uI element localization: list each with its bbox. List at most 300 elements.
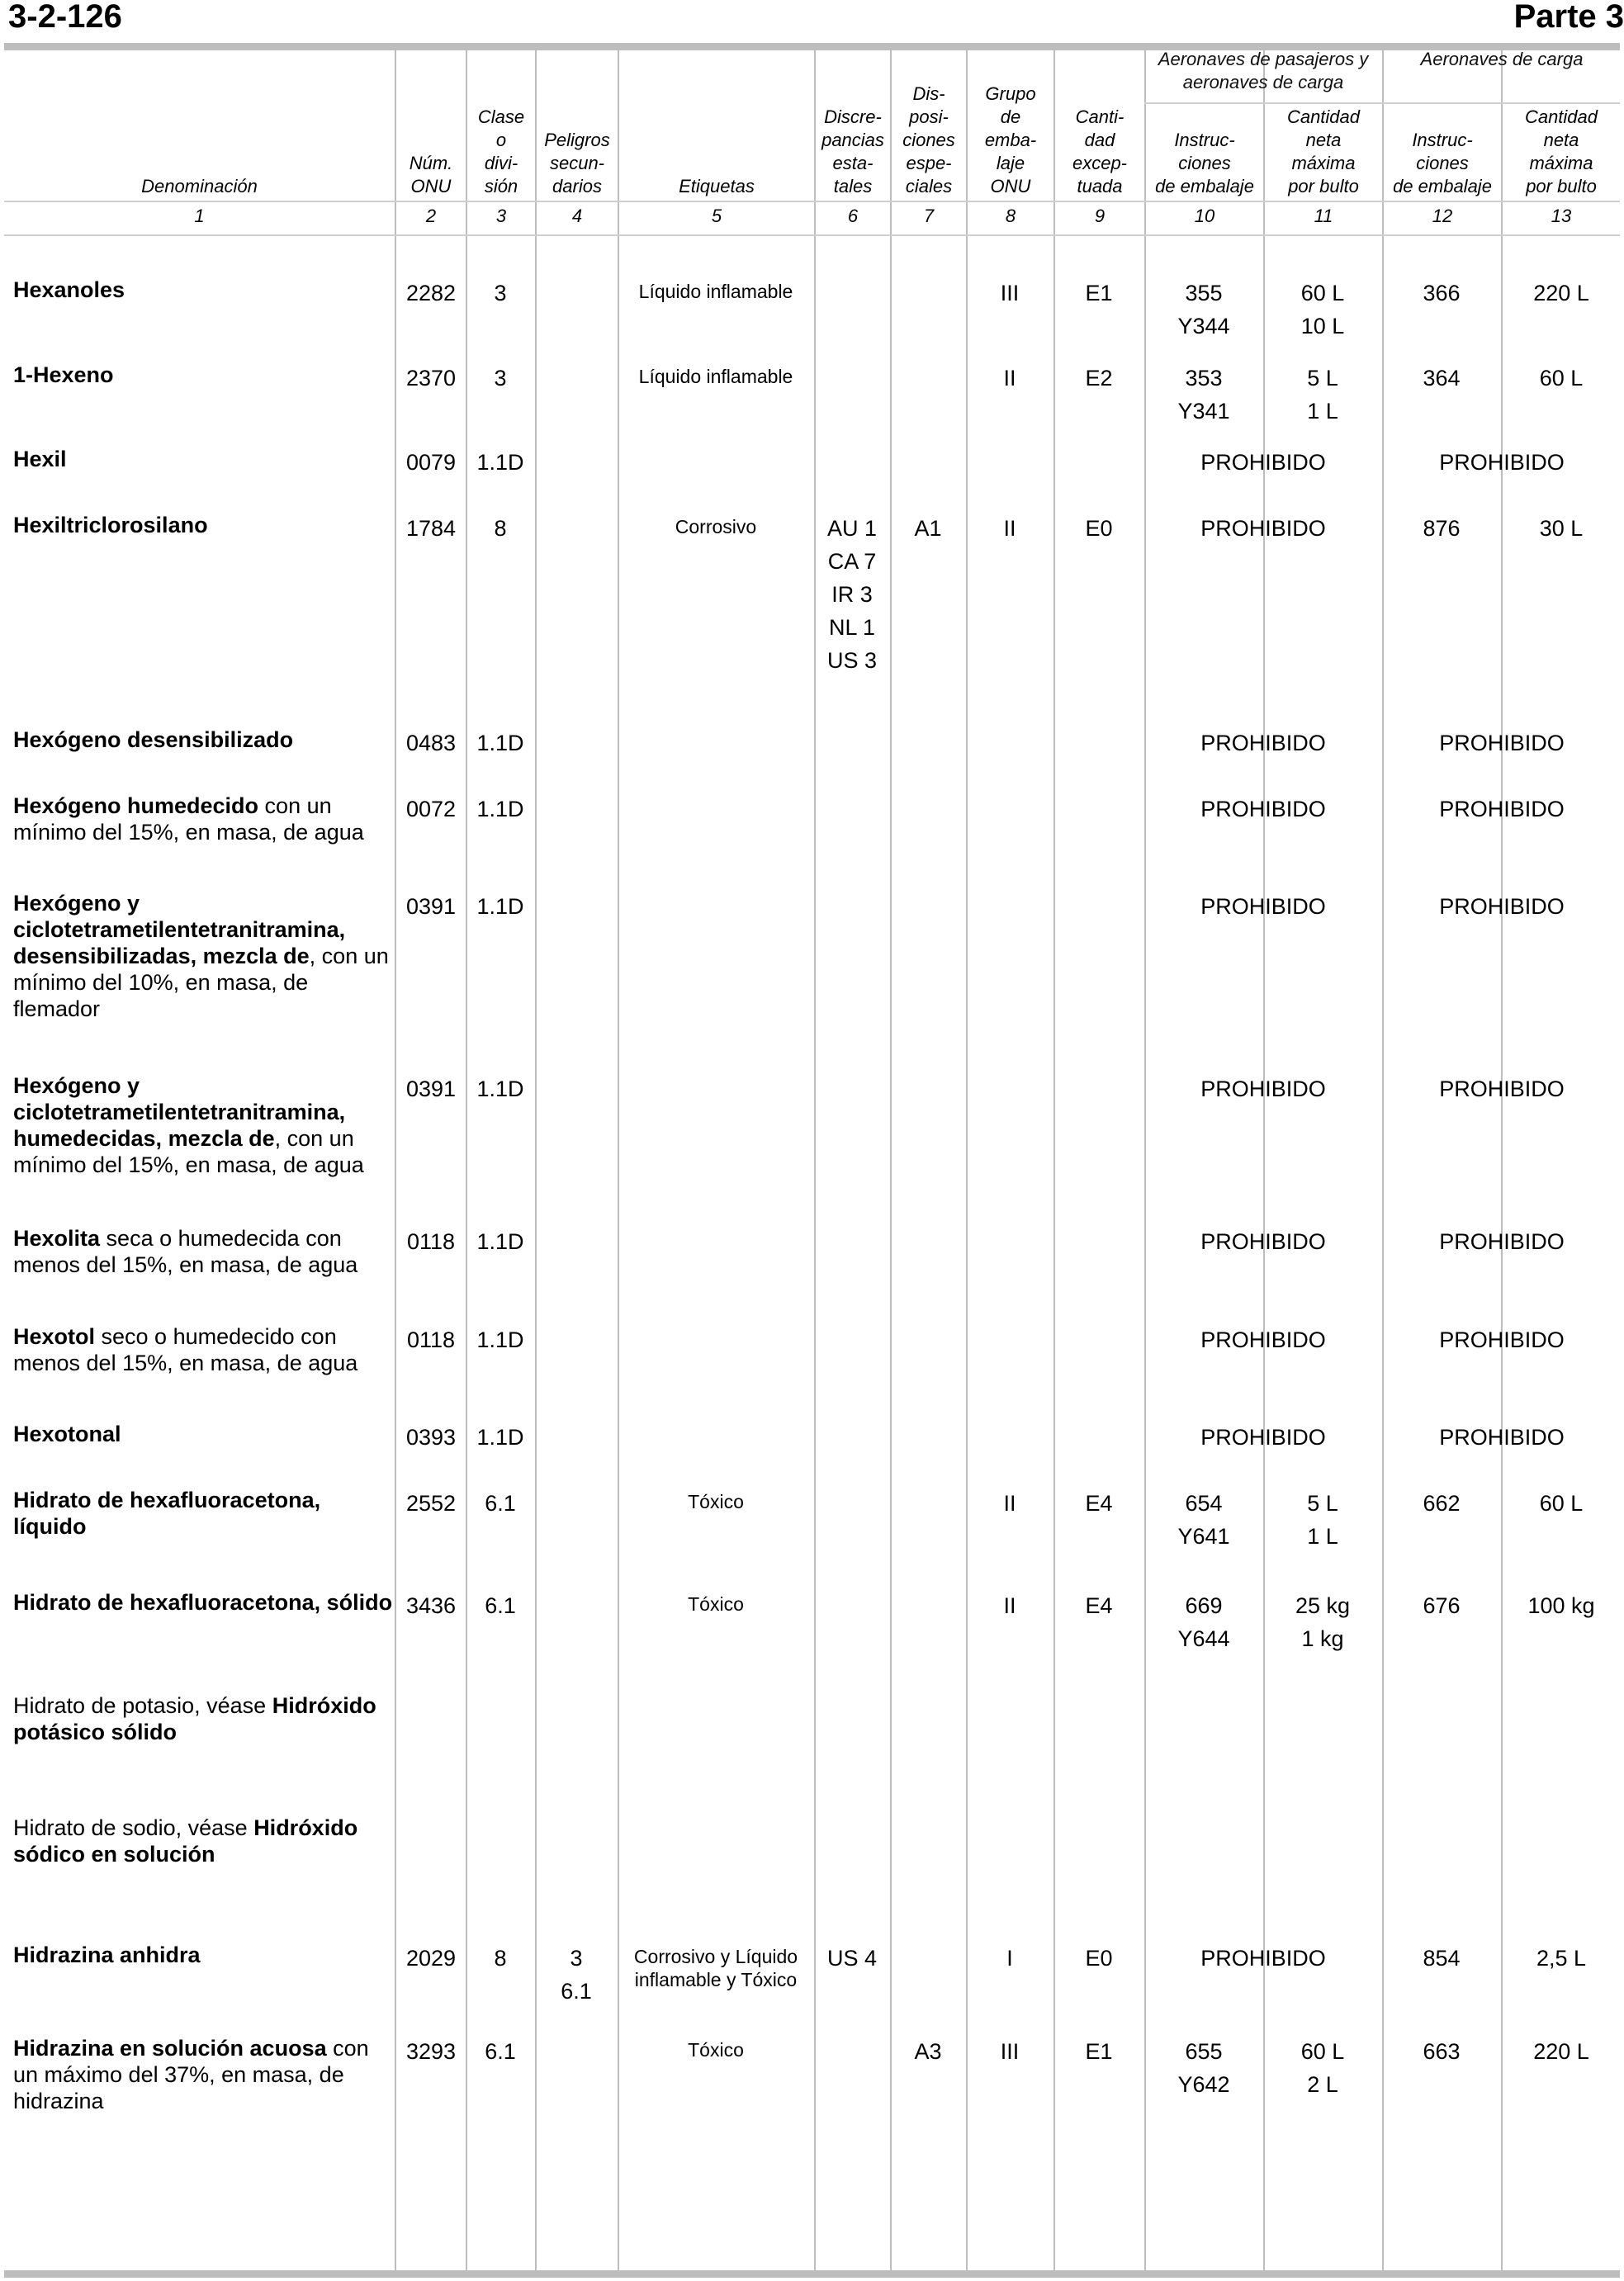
passenger-max-quantity: [1265, 362, 1380, 428]
cargo-max-quantity: [1503, 1942, 1620, 1975]
un-number: [398, 277, 464, 310]
un-number-line: 2029: [405, 1946, 457, 1971]
un-number-line: 0072: [405, 797, 457, 821]
column-number: 2: [425, 206, 437, 226]
substance-name: [13, 1421, 393, 1447]
passenger-forbidden: [1146, 1421, 1380, 1454]
hazard-class-line: 1.1D: [476, 1425, 524, 1450]
cargo-max-quantity-line: 60 L: [1539, 1491, 1584, 1516]
hazard-label: [619, 1945, 812, 1991]
substance-name: [13, 1225, 393, 1278]
cargo-forbidden: [1384, 1225, 1620, 1258]
column-header-line: ciones: [902, 130, 955, 150]
un-number-line: 0483: [405, 731, 457, 755]
cargo-max-quantity: [1503, 1589, 1620, 1622]
passenger-forbidden: [1146, 446, 1380, 479]
passenger-packing-instruction-line: 353: [1185, 366, 1223, 390]
un-number: [398, 446, 464, 479]
packing-group: [968, 362, 1052, 395]
passenger-packing-instruction-line: 355: [1185, 281, 1223, 305]
un-number-line: 3293: [405, 2039, 457, 2064]
substance-name: [13, 362, 393, 388]
cargo-max-quantity-line: 2,5 L: [1536, 1946, 1587, 1971]
name-bold: Hexógeno y ciclotetrametilentetranitramina, desensibilizadas, mezcla de: [13, 891, 346, 968]
column-header-line: ONU: [410, 176, 452, 196]
column-header-line: Grupo: [985, 83, 1036, 104]
column-header-line: ciones: [1178, 153, 1231, 173]
column-header-line: ciales: [905, 176, 953, 196]
substance-name: [13, 1323, 393, 1376]
un-number: [398, 1421, 464, 1454]
hazard-class: [467, 1421, 533, 1454]
cargo-max-quantity: [1503, 1487, 1620, 1520]
un-number-line: 0118: [406, 1327, 456, 1352]
packing-group: [968, 1487, 1052, 1520]
column-divider: [395, 45, 396, 2274]
passenger-max-quantity-line: 60 L: [1300, 281, 1345, 305]
name-bold: Hexolita: [13, 1226, 101, 1251]
excepted-quantity-line: E0: [1085, 1946, 1113, 1971]
column-header-line: neta: [1543, 130, 1579, 150]
column-header-line: laje: [996, 153, 1025, 173]
name-plain: , con un mínimo del 15%, en masa, de agua: [13, 1126, 364, 1177]
excepted-quantity: [1055, 1942, 1143, 1975]
passenger-packing-instruction-line: Y344: [1177, 314, 1230, 338]
column-header-line: esta-: [832, 153, 874, 173]
un-number-line: 0391: [405, 894, 457, 919]
name-plain: , con un mínimo del 10%, en masa, de flemador: [13, 944, 389, 1021]
passenger-forbidden-line: PROHIBIDO: [1200, 516, 1326, 541]
hazard-label: [619, 365, 812, 388]
column-header: [816, 106, 890, 198]
special-provision: [892, 2035, 964, 2068]
column-header-line: Discre-: [824, 106, 882, 127]
passenger-packing-instruction: [1146, 277, 1262, 343]
passenger-packing-instruction: [1146, 2035, 1262, 2101]
name-plain: Hidrato de sodio, véase: [13, 1815, 254, 1840]
column-header-line: posi-: [909, 106, 949, 127]
cargo-forbidden: [1384, 446, 1620, 479]
hazard-class-line: 6.1: [485, 1491, 516, 1516]
hazard-class-line: 1.1D: [476, 1077, 524, 1101]
cargo-packing-instruction-line: 366: [1423, 281, 1461, 305]
name-plain: seco o humedecido con menos del 15%, en masa, de agua: [13, 1324, 358, 1375]
cargo-forbidden: [1384, 726, 1620, 760]
cargo-packing-instruction: [1384, 277, 1499, 310]
column-number: 7: [923, 206, 935, 226]
column-header: [1503, 106, 1620, 198]
excepted-quantity-line: E0: [1085, 516, 1113, 541]
column-header-line: espe-: [906, 153, 952, 173]
cargo-packing-instruction-line: 676: [1423, 1593, 1461, 1618]
passenger-packing-instruction: [1146, 362, 1262, 428]
cargo-aircraft-header: Aeronaves de carga: [1420, 49, 1584, 69]
passenger-forbidden-line: PROHIBIDO: [1200, 797, 1326, 821]
cargo-max-quantity-line: 60 L: [1539, 366, 1584, 390]
cargo-packing-instruction-line: 663: [1423, 2039, 1461, 2064]
un-number-line: 0391: [405, 1077, 457, 1101]
hazard-class: [467, 1323, 533, 1356]
column-header-line: o: [495, 130, 507, 150]
hazard-class-line: 6.1: [485, 1593, 516, 1618]
substance-name: [13, 1072, 393, 1178]
passenger-packing-instruction-line: Y341: [1177, 399, 1230, 424]
hazard-label: [619, 280, 812, 303]
cargo-max-quantity: [1503, 512, 1620, 545]
hazard-label-line: Corrosivo y Líquido inflamable y Tóxico: [633, 1946, 798, 1990]
hazard-class-line: 8: [494, 1946, 507, 1971]
name-bold: Hexanoles: [13, 277, 125, 302]
column-header-line: Cantidad: [1286, 106, 1361, 127]
hazard-class-line: 3: [494, 281, 507, 305]
passenger-forbidden-line: PROHIBIDO: [1200, 1229, 1326, 1254]
column-header-line: ciones: [1416, 153, 1469, 173]
hazard-class-line: 1.1D: [476, 1327, 524, 1352]
subsidiary-hazard-line: 3: [570, 1946, 583, 1971]
column-header-line: secun-: [549, 153, 605, 173]
cargo-forbidden: [1384, 890, 1620, 923]
state-variation: [816, 512, 888, 677]
column-header-line: de embalaje: [1393, 176, 1492, 196]
cargo-forbidden: [1384, 1323, 1620, 1356]
column-number: 6: [847, 206, 859, 226]
hazard-class: [467, 1487, 533, 1520]
part-label: Parte 3: [1513, 0, 1624, 35]
passenger-max-quantity-line: 1 kg: [1301, 1626, 1344, 1651]
cargo-forbidden: [1384, 1421, 1620, 1454]
column-header-line: darios: [552, 176, 602, 196]
excepted-quantity: [1055, 2035, 1143, 2068]
cargo-max-quantity: [1503, 362, 1620, 395]
special-provision-line: A1: [914, 516, 942, 541]
section-number: 3-2-126: [8, 0, 122, 35]
name-bold: Hidrato de hexafluoracetona, líquido: [13, 1488, 321, 1539]
passenger-packing-instruction: [1146, 1487, 1262, 1553]
column-header: [1146, 129, 1263, 198]
name-bold: Hexógeno desensibilizado: [13, 727, 294, 752]
column-number: 10: [1194, 206, 1215, 226]
name-plain: con un mínimo del 15%, en masa, de agua: [13, 793, 364, 845]
cargo-forbidden-line: PROHIBIDO: [1439, 1229, 1565, 1254]
un-number-line: 0079: [405, 450, 457, 475]
hazard-label: [619, 1490, 812, 1513]
column-header-line: Dis-: [912, 83, 945, 104]
excepted-quantity: [1055, 1589, 1143, 1622]
name-plain: Hidrato de potasio, véase: [13, 1693, 272, 1718]
hazard-class-line: 3: [494, 366, 507, 390]
substance-name: [13, 1589, 393, 1616]
cargo-packing-instruction: [1384, 512, 1499, 545]
cargo-packing-instruction: [1384, 1589, 1499, 1622]
column-header-line: por bulto: [1288, 176, 1359, 196]
hazard-label-line: Tóxico: [688, 2039, 744, 2061]
column-number: 1: [194, 206, 205, 226]
name-plain: seca o humedecida con menos del 15%, en masa, de agua: [13, 1226, 358, 1277]
un-number: [398, 512, 464, 545]
un-number: [398, 362, 464, 395]
name-bold: Hexógeno humedecido: [13, 793, 259, 818]
hazard-class: [467, 1942, 533, 1975]
cargo-forbidden-line: PROHIBIDO: [1439, 450, 1565, 475]
un-number-line: 2552: [405, 1491, 457, 1516]
packing-group-line: II: [1003, 366, 1016, 390]
cargo-max-quantity-line: 100 kg: [1527, 1593, 1595, 1618]
passenger-max-quantity: [1265, 277, 1380, 343]
passenger-forbidden-line: PROHIBIDO: [1200, 1946, 1326, 1971]
substance-name: [13, 793, 393, 845]
substance-name: [13, 446, 393, 472]
hazard-class: [467, 1225, 533, 1258]
substance-name: [13, 1942, 393, 1968]
substance-name: [13, 2035, 393, 2114]
excepted-quantity: [1055, 1487, 1143, 1520]
passenger-forbidden: [1146, 1942, 1380, 1975]
packing-group: [968, 1589, 1052, 1622]
column-header-line: Denominación: [141, 176, 258, 196]
excepted-quantity: [1055, 362, 1143, 395]
passenger-forbidden: [1146, 793, 1380, 826]
un-number: [398, 726, 464, 760]
substance-name: [13, 277, 393, 303]
hazard-class: [467, 793, 533, 826]
substance-name: [13, 1692, 393, 1745]
hazard-class: [467, 1589, 533, 1622]
passenger-packing-instruction-line: Y644: [1177, 1626, 1230, 1651]
cargo-max-quantity-line: 220 L: [1533, 2039, 1589, 2064]
passenger-forbidden: [1146, 512, 1380, 545]
column-header-line: Peligros: [544, 130, 610, 150]
cargo-forbidden-line: PROHIBIDO: [1439, 894, 1565, 919]
passenger-forbidden-line: PROHIBIDO: [1200, 894, 1326, 919]
hazard-label: [619, 515, 812, 538]
passenger-forbidden: [1146, 890, 1380, 923]
hazard-label-line: Tóxico: [688, 1593, 744, 1615]
special-provision-line: A3: [914, 2039, 942, 2064]
cargo-packing-instruction: [1384, 1942, 1499, 1975]
passenger-forbidden: [1146, 1225, 1380, 1258]
hazard-class-line: 1.1D: [476, 894, 524, 919]
column-number: 13: [1551, 206, 1572, 226]
column-header-line: máxima: [1529, 153, 1593, 173]
cargo-forbidden: [1384, 793, 1620, 826]
column-header: [1265, 106, 1382, 198]
passenger-packing-instruction-line: 669: [1185, 1593, 1223, 1618]
name-plain: con un máximo del 37%, en masa, de hidrazina: [13, 2036, 369, 2113]
cargo-max-quantity: [1503, 2035, 1620, 2068]
special-provision: [892, 512, 964, 545]
excepted-quantity-line: E4: [1085, 1491, 1113, 1516]
name-bold: Hidróxido sódico en solución: [13, 1815, 358, 1867]
passenger-packing-instruction-line: 654: [1185, 1491, 1223, 1516]
substance-name: [13, 1487, 393, 1540]
substance-name: [13, 1815, 393, 1867]
excepted-quantity-line: E1: [1085, 2039, 1113, 2064]
column-divider: [890, 45, 892, 2274]
page-header: [0, 0, 1624, 43]
un-number: [398, 1942, 464, 1975]
column-header: [467, 106, 535, 198]
un-number-line: 2282: [405, 281, 457, 305]
packing-group-line: I: [1006, 1946, 1013, 1971]
substance-name: [13, 890, 393, 1022]
un-number: [398, 1589, 464, 1622]
passenger-packing-instruction-line: Y641: [1177, 1524, 1230, 1549]
cargo-packing-instruction-line: 364: [1423, 366, 1461, 390]
column-divider: [535, 45, 537, 2274]
column-header-line: por bulto: [1526, 176, 1597, 196]
cargo-forbidden-line: PROHIBIDO: [1439, 1077, 1565, 1101]
cargo-packing-instruction-line: 854: [1423, 1946, 1461, 1971]
state-variation-line: AU 1: [826, 516, 878, 541]
subsidiary-hazard-line: 6.1: [561, 1979, 592, 2004]
un-number-line: 2370: [405, 366, 457, 390]
column-header-line: Núm.: [409, 153, 453, 173]
column-header-line: tuada: [1077, 176, 1123, 196]
hazard-label-line: Líquido inflamable: [638, 366, 793, 387]
column-header: [968, 83, 1053, 198]
passenger-packing-instruction: [1146, 1589, 1262, 1655]
passenger-max-quantity-line: 10 L: [1300, 314, 1345, 338]
column-header: [4, 175, 395, 198]
column-header-line: dad: [1084, 130, 1115, 150]
column-number: 5: [711, 206, 722, 226]
number-row-divider: [4, 234, 1620, 236]
name-bold: Hexotonal: [13, 1422, 121, 1446]
name-bold: Hidrazina en solución acuosa: [13, 2036, 327, 2061]
cargo-packing-instruction-line: 876: [1423, 516, 1461, 541]
cargo-packing-instruction-line: 662: [1423, 1491, 1461, 1516]
substance-name: [13, 726, 393, 753]
hazard-label-line: Corrosivo: [675, 516, 757, 537]
passenger-max-quantity-line: 5 L: [1307, 1491, 1338, 1516]
column-header: [396, 152, 466, 198]
un-number: [398, 890, 464, 923]
column-header: [619, 175, 814, 198]
un-number: [398, 1225, 464, 1258]
hazard-class: [467, 277, 533, 310]
column-header-line: de embalaje: [1155, 176, 1254, 196]
column-header: [892, 83, 966, 198]
excepted-quantity: [1055, 277, 1143, 310]
excepted-quantity: [1055, 512, 1143, 545]
state-variation-line: US 3: [826, 648, 878, 673]
cargo-forbidden-line: PROHIBIDO: [1439, 731, 1565, 755]
name-bold: Hexógeno y ciclotetrametilentetranitramina, humedecidas, mezcla de: [13, 1073, 346, 1151]
passenger-max-quantity: [1265, 1487, 1380, 1553]
hazard-class: [467, 2035, 533, 2068]
packing-group-line: II: [1003, 1593, 1016, 1618]
column-number: 9: [1094, 206, 1106, 226]
cargo-packing-instruction: [1384, 2035, 1499, 2068]
column-header-line: divi-: [484, 153, 518, 173]
state-variation-line: NL 1: [828, 615, 876, 640]
cargo-forbidden-line: PROHIBIDO: [1439, 1425, 1565, 1450]
cargo-packing-instruction: [1384, 1487, 1499, 1520]
passenger-max-quantity-line: 60 L: [1300, 2039, 1345, 2064]
un-number: [398, 2035, 464, 2068]
passenger-forbidden-line: PROHIBIDO: [1200, 1425, 1326, 1450]
column-header-line: Clase: [477, 106, 525, 127]
column-header-line: ONU: [990, 176, 1031, 196]
un-number: [398, 793, 464, 826]
un-number-line: 1784: [405, 516, 457, 541]
column-header-line: Etiquetas: [679, 176, 755, 196]
passenger-forbidden-line: PROHIBIDO: [1200, 450, 1326, 475]
cargo-max-quantity-line: 220 L: [1533, 281, 1589, 305]
column-header: [537, 129, 618, 198]
column-header-line: emba-: [984, 130, 1037, 150]
hazard-class: [467, 890, 533, 923]
column-number: 12: [1432, 206, 1453, 226]
column-header-line: sión: [484, 176, 518, 196]
cargo-max-quantity-line: 30 L: [1539, 516, 1584, 541]
state-variation-line: CA 7: [827, 549, 877, 574]
excepted-quantity-line: E4: [1085, 1593, 1113, 1618]
hazard-class: [467, 446, 533, 479]
column-header-line: neta: [1305, 130, 1342, 150]
packing-group: [968, 277, 1052, 310]
hazard-label: [619, 1592, 812, 1616]
un-number: [398, 1487, 464, 1520]
name-bold: 1-Hexeno: [13, 362, 114, 387]
header-divider: [4, 201, 1620, 202]
cargo-forbidden-line: PROHIBIDO: [1439, 1327, 1565, 1352]
column-header-line: Canti-: [1075, 106, 1124, 127]
column-header-line: excep-: [1072, 153, 1128, 173]
packing-group: [968, 2035, 1052, 2068]
passenger-forbidden: [1146, 726, 1380, 760]
passenger-forbidden-line: PROHIBIDO: [1200, 1327, 1326, 1352]
un-number-line: 3436: [405, 1593, 457, 1618]
column-header-line: tales: [833, 176, 873, 196]
state-variation: [816, 1942, 888, 1975]
subsidiary-hazard: [537, 1942, 616, 2008]
column-divider: [814, 45, 816, 2274]
column-header-line: de: [1000, 106, 1021, 127]
column-number: 8: [1005, 206, 1016, 226]
passenger-aircraft-header: Aeronaves de pasajeros y aeronaves de carga: [1158, 49, 1369, 92]
hazard-label: [619, 2038, 812, 2061]
hazard-class: [467, 726, 533, 760]
column-header-line: Instruc-: [1412, 130, 1473, 150]
hazard-class: [467, 512, 533, 545]
bottom-rule: [4, 2270, 1620, 2278]
column-header-line: Cantidad: [1524, 106, 1598, 127]
name-bold: Hidrato de hexafluoracetona, sólido: [13, 1590, 393, 1615]
packing-group-line: II: [1003, 1491, 1016, 1516]
packing-group-line: III: [1000, 2039, 1020, 2064]
packing-group-line: III: [1000, 281, 1020, 305]
excepted-quantity-line: E2: [1085, 366, 1113, 390]
substance-name: [13, 512, 393, 538]
column-header: [1384, 129, 1501, 198]
column-header-line: máxima: [1291, 153, 1356, 173]
excepted-quantity-line: E1: [1085, 281, 1113, 305]
cargo-packing-instruction: [1384, 362, 1499, 395]
passenger-packing-instruction-line: Y642: [1177, 2072, 1230, 2097]
un-number: [398, 1323, 464, 1356]
column-header: [1055, 106, 1144, 198]
hazard-label-line: Líquido inflamable: [638, 281, 793, 302]
packing-group: [968, 512, 1052, 545]
passenger-max-quantity-line: 1 L: [1307, 399, 1338, 424]
passenger-packing-instruction-line: 655: [1185, 2039, 1223, 2064]
name-bold: Hexiltriclorosilano: [13, 513, 208, 537]
cargo-forbidden: [1384, 1072, 1620, 1105]
hazard-class-line: 1.1D: [476, 1229, 524, 1254]
column-number: 4: [571, 206, 583, 226]
state-variation-line: US 4: [826, 1946, 878, 1971]
